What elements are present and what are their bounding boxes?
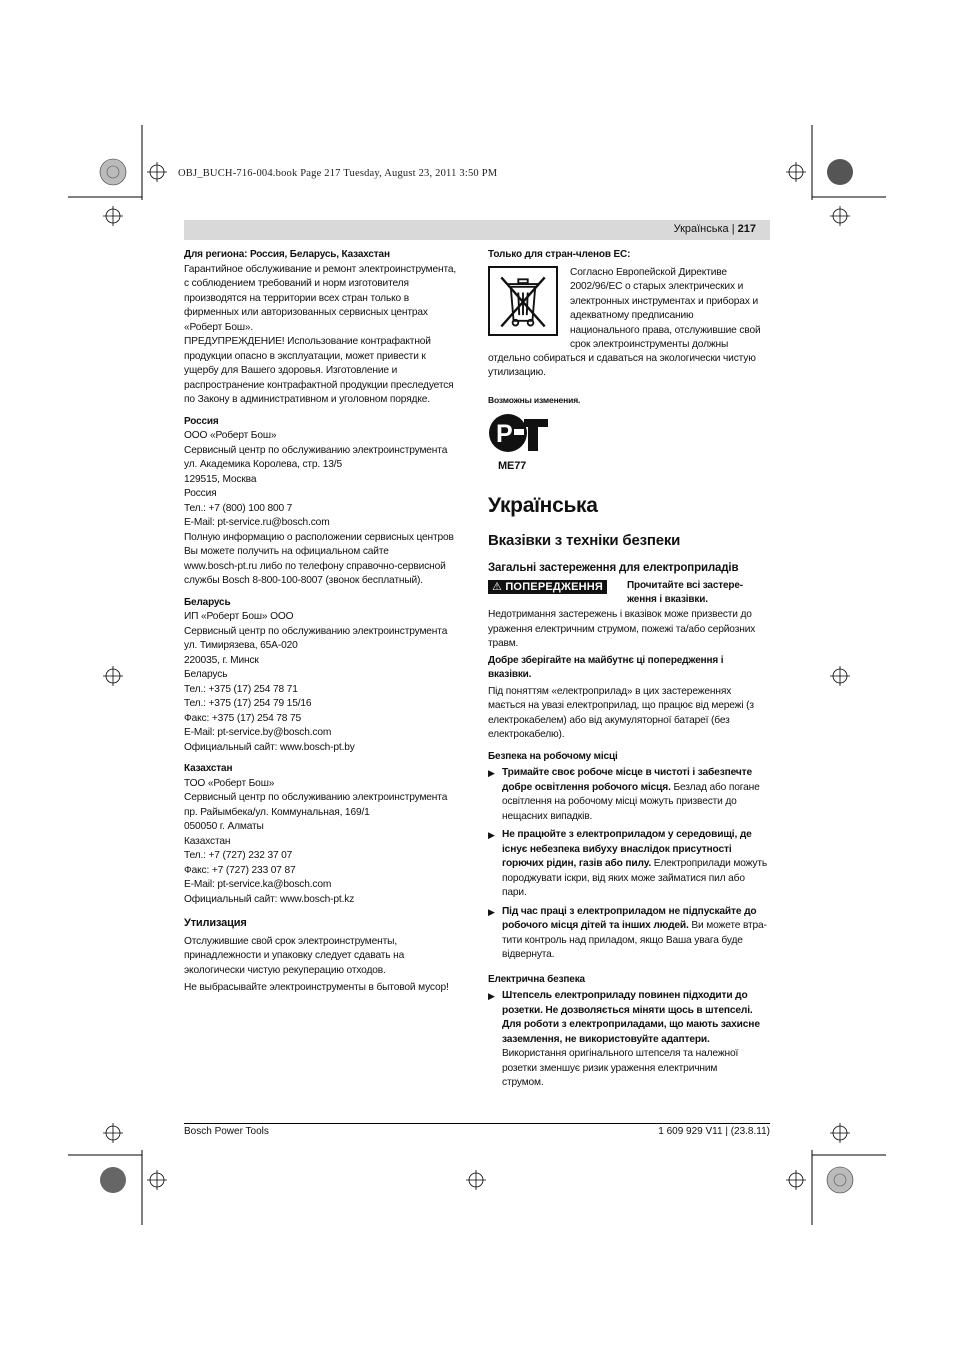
right-column xyxy=(488,248,772,1095)
warning-body-text xyxy=(488,608,772,652)
kazakhstan-heading: Казахстан xyxy=(184,763,233,774)
text-line: Факс: +375 (17) 254 78 75 xyxy=(184,712,302,724)
text-line: ПРЕДУПРЕЖДЕНИЕ! Использование контрафактной xyxy=(184,336,431,347)
bullet-text: Використання оригінального штепселя та належної xyxy=(502,1048,739,1059)
text-line: Сервисный центр по обслуживанию электроинструмента xyxy=(184,792,448,803)
russia-text xyxy=(184,429,468,589)
text-line: 129515, Москва xyxy=(184,473,257,485)
text-line: www.bosch-pt.ru либо по телефону справочно-сервисной xyxy=(184,560,446,572)
text-line: Полную информацию о расположении сервисных центров xyxy=(184,531,454,543)
eu-directive-text-cont xyxy=(488,352,772,381)
text-line: ження і вказівки. xyxy=(627,594,708,605)
workplace-heading: Безпека на робочому місці xyxy=(488,750,618,762)
text-line: Тел.: +7 (800) 100 800 7 xyxy=(184,502,293,514)
workplace-bullets xyxy=(488,766,772,963)
text-line: Недотримання застережень і вказівок може призвести до xyxy=(488,609,752,620)
text-line: Сервисный центр по обслуживанию электроинструмента xyxy=(184,625,448,637)
text-line: по Закону в административном и уголовном порядке. xyxy=(184,394,430,405)
bullet-text: Ви можете втра- xyxy=(691,920,767,931)
text-line: службы Bosch 8-800-100-8007 (звонок бесплатный). xyxy=(184,575,423,586)
bullet-arrow-icon: ▶ xyxy=(488,906,495,917)
bullet-bold-text: добре освітлення робочого місця. xyxy=(502,781,674,793)
text-line: Тел.: +7 (727) 232 37 07 xyxy=(184,850,293,861)
text-line: Отслужившие свой срок электроинструменты, xyxy=(184,935,398,947)
text-line: Россия xyxy=(184,488,217,499)
bullet-text: Електроприлади можуть xyxy=(653,858,768,869)
bullet-bold-text: Під час праці з електроприладом не підпускайте до xyxy=(502,905,757,917)
disposal-warning: Не выбрасывайте электроинструменты в бытовой мусор! xyxy=(184,982,449,993)
warning-badge: ⚠ ПОПЕРЕДЖЕННЯ xyxy=(488,580,607,594)
text-line: ураження електричним струмом, пожежі та/або серйозних xyxy=(488,623,756,635)
text-line: Вы можете получить на официальном сайте xyxy=(184,546,389,557)
text-line: вказівки. xyxy=(488,669,532,680)
bullet-item xyxy=(488,989,772,1091)
text-line: Тел.: +375 (17) 254 79 15/16 xyxy=(184,698,312,709)
bullet-bold-text: розетки. Не дозволяється міняти щось в штепселі. xyxy=(502,1004,753,1016)
text-line: E-Mail: pt-service.ru@bosch.com xyxy=(184,517,330,528)
bullet-text: пари. xyxy=(502,887,527,898)
region-heading: Для региона: Россия, Беларусь, Казахстан xyxy=(184,249,390,260)
electric-heading: Електрична безпека xyxy=(488,973,585,985)
text-line: Сервисный центр по обслуживанию электроинструмента xyxy=(184,444,448,456)
bullet-arrow-icon: ▶ xyxy=(488,830,495,840)
text-line: фирменных или авторизованных сервисных центрах xyxy=(184,307,428,318)
text-line: принадлежности и упаковку следует сдавать на xyxy=(184,950,405,961)
electric-bullets xyxy=(488,989,772,1091)
bullet-bold-text: горючих рідин, газів або пилу. xyxy=(502,858,654,869)
changes-note: Возможны изменения. xyxy=(488,394,581,405)
bullet-item xyxy=(488,766,772,824)
text-line: Гарантийное обслуживание и ремонт электроинструмента, xyxy=(184,263,457,275)
section-title-ukrainian: Українська xyxy=(488,494,598,517)
belarus-text xyxy=(184,610,468,755)
text-line: срок электроинструменты должны xyxy=(570,339,729,350)
bullet-text: тити контроль над приладом, якщо Ваша увага буде xyxy=(502,934,743,946)
text-line: производятся на территории всех стран только в xyxy=(184,292,409,304)
text-line: Согласно Европейской Директиве xyxy=(570,266,727,278)
text-line: E-Mail: pt-service.ka@bosch.com xyxy=(184,879,332,890)
text-line: 050050 г. Алматы xyxy=(184,821,264,832)
text-line: Казахстан xyxy=(184,835,231,847)
text-line: ул. Тимирязева, 65А-020 xyxy=(184,640,298,651)
header-section: Українська xyxy=(673,223,729,235)
region-text xyxy=(184,263,468,408)
text-line: ООО «Роберт Бош» xyxy=(184,430,277,441)
text-line: адекватному предписанию xyxy=(570,310,694,321)
text-line: продукции опасно в эксплуатации, может привести к xyxy=(184,350,426,362)
text-line: электронных инструментах и приборах и xyxy=(570,295,758,307)
footer-brand: Bosch Power Tools xyxy=(184,1126,269,1137)
text-line: распространение контрафактной продукции преследуется xyxy=(184,379,454,391)
text-line: «Роберт Бош». xyxy=(184,321,254,333)
left-column xyxy=(184,248,468,996)
bullet-arrow-icon: ▶ xyxy=(488,991,495,1001)
keep-instructions-text xyxy=(488,654,772,683)
footer-rule xyxy=(184,1123,770,1124)
text-line: мається на увазі електроприлад, що працює від мережі (з xyxy=(488,700,754,711)
text-line: Добре зберігайте на майбутнє ці попередження і xyxy=(488,654,724,666)
bullet-text: струмом. xyxy=(502,1077,544,1088)
text-line: Тел.: +375 (17) 254 78 71 xyxy=(184,683,298,695)
text-line: пр. Райымбека/ул. Коммунальная, 169/1 xyxy=(184,806,370,818)
bullet-bold-text: Для роботи з електроприладами, що мають захисне xyxy=(502,1019,760,1030)
text-line: електрокабелем) або від акумуляторної батареї (без xyxy=(488,714,730,726)
text-line: Прочитайте всі застере- xyxy=(627,580,743,591)
registration-crosshair xyxy=(147,162,167,182)
text-line: Беларусь xyxy=(184,669,228,680)
text-line: 2002/96/ЕС о старых электрических и xyxy=(570,281,744,292)
eu-directive-text xyxy=(570,266,772,353)
safety-heading: Вказівки з техніки безпеки xyxy=(488,532,681,549)
definition-text xyxy=(488,685,772,743)
bullet-text: нещасних випадків. xyxy=(502,810,593,822)
text-line: ул. Академика Королева, стр. 13/5 xyxy=(184,459,343,470)
text-line: Официальный сайт: www.bosch-pt.by xyxy=(184,741,355,753)
text-line: електрокабелю). xyxy=(488,729,565,740)
belarus-heading: Беларусь xyxy=(184,596,231,608)
bullet-bold-text: існує небезпека вибуху внаслідок присутності xyxy=(502,843,732,855)
bullet-bold-text: Штепсель електроприладу повинен підходити до xyxy=(502,990,748,1001)
kazakhstan-text xyxy=(184,777,468,908)
print-slug: OBJ_BUCH-716-004.book Page 217 Tuesday, August 23, 2011 3:50 PM xyxy=(178,168,498,179)
weee-bin-icon xyxy=(488,266,558,336)
russia-heading: Россия xyxy=(184,415,219,427)
rst-certification-logo-icon xyxy=(488,411,548,457)
cert-code: МЕ77 xyxy=(498,460,527,472)
text-line: утилизацию. xyxy=(488,367,546,378)
warning-triangle-icon: ⚠ xyxy=(492,581,503,593)
text-line: ущербу для Вашего здоровья. Изготовление и xyxy=(184,365,398,376)
bullet-bold-text: Тримайте своє робоче місце в чистоті і забезпечте xyxy=(502,767,752,778)
bullet-bold-text: заземлення, не використовуйте адаптери. xyxy=(502,1033,710,1045)
eu-heading: Только для стран-членов ЕС: xyxy=(488,249,631,260)
bullet-text: відвернута. xyxy=(502,949,555,960)
text-line: Під поняттям «електроприлад» в цих застереженнях xyxy=(488,685,732,697)
text-line: травм. xyxy=(488,638,519,649)
text-line: отдельно собираться и сдаваться на экологически чистую xyxy=(488,352,756,364)
page-number: 217 xyxy=(737,223,756,235)
disposal-text xyxy=(184,935,468,979)
bullet-arrow-icon: ▶ xyxy=(488,768,495,778)
bullet-text: розетки зменшує ризик ураження електричним xyxy=(502,1062,718,1074)
footer-doc-number: 1 609 929 V11 | (23.8.11) xyxy=(658,1126,770,1137)
bullet-bold-text: Не працюйте з електроприладом у середовищі, де xyxy=(502,829,752,840)
text-line: Официальный сайт: www.bosch-pt.kz xyxy=(184,893,355,905)
text-line: ИП «Роберт Бош» ООО xyxy=(184,611,294,622)
disposal-heading: Утилизация xyxy=(184,917,247,929)
svg-text:Р: Р xyxy=(496,420,513,448)
text-line: 220035, г. Минск xyxy=(184,654,259,666)
page-header: Українська | 217 xyxy=(673,223,756,235)
text-line: Факс: +7 (727) 233 07 87 xyxy=(184,864,296,876)
text-line: ТОО «Роберт Бош» xyxy=(184,777,275,789)
text-line: E-Mail: pt-service.by@bosch.com xyxy=(184,727,332,738)
text-line: национального права, отслужившие свой xyxy=(570,324,761,336)
general-warnings-heading: Загальні застереження для електроприладів xyxy=(488,562,739,574)
text-line: с соблюдением требований и норм изготовителя xyxy=(184,278,409,289)
bullet-item xyxy=(488,905,772,963)
page-header-bar xyxy=(184,220,770,240)
bullet-text: породжувати іскри, від яких може займатися пил або xyxy=(502,872,745,884)
text-line: экологически чистую рекуперацию отходов. xyxy=(184,964,386,976)
bullet-bold-text: робочого місця дітей та інших людей. xyxy=(502,920,692,931)
bullet-item xyxy=(488,828,772,901)
bullet-text: освітлення на робочому місці можуть призвести до xyxy=(502,796,737,807)
bullet-text: Безлад або погане xyxy=(673,781,760,793)
warning-lead-text xyxy=(627,579,757,607)
